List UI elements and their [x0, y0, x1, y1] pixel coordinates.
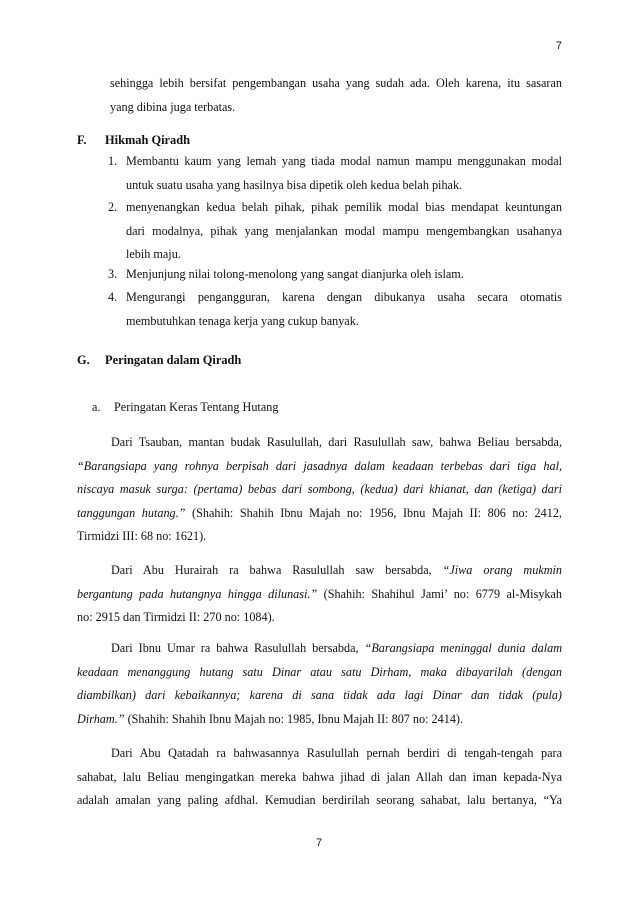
text-line: Tirmidzi III: 68 no: 1621).	[77, 529, 207, 543]
section-letter: F.	[77, 133, 87, 147]
text-line: Membantu kaum yang lemah yang tiada modal namun mampu menggunakan modal	[126, 154, 562, 168]
continuation-paragraph	[110, 72, 562, 119]
page-number-bottom: 7	[315, 837, 323, 849]
quote-text: “Jiwa orang mukmin	[442, 563, 562, 577]
list-item	[108, 196, 562, 267]
text-line	[77, 455, 562, 479]
text-line	[77, 637, 562, 661]
section-letter: G.	[77, 353, 90, 367]
subsection-letter: a.	[92, 400, 101, 414]
text-line: sehingga lebih bersifat pengembangan usaha yang sudah ada. Oleh karena, itu sasaran	[110, 76, 562, 90]
text-line: membutuhkan tenaga kerja yang cukup banyak.	[126, 313, 359, 328]
text-line	[77, 684, 562, 708]
text-line: sahabat, lalu Beliau mengingatkan mereka bahwa jihad di jalan Allah dan iman kepada-Nya	[77, 769, 562, 784]
text-line: menyenangkan kedua belah pihak, pihak pemilik modal bias mendapat keuntungan	[126, 200, 562, 214]
text-line	[77, 583, 562, 607]
subsection-heading	[92, 396, 492, 420]
list-number: 1.	[108, 154, 118, 168]
citation-text: (Shahih: Shahih Ibnu Majah no: 1985, Ibnu Majah II: 807 no: 2414).	[124, 711, 464, 726]
quote-text: “Barangsiapa yang rohnya berpisah dari jasadnya dalam keadaan terbebas dari tiga hal,	[77, 458, 562, 473]
text-line: Mengurangi pengangguran, karena dengan dibukanya usaha secara otomatis	[126, 290, 562, 304]
subsection-title: Peringatan Keras Tentang Hutang	[114, 400, 279, 414]
text-span: Dari Tsauban, mantan budak Rasulullah, dari Rasulullah saw, bahwa Beliau bersabda,	[111, 435, 562, 449]
text-line: no: 2915 dan Tirmidzi II: 270 no: 1084).	[77, 610, 275, 624]
text-line	[77, 742, 562, 766]
list-number: 4.	[108, 290, 118, 304]
list-item	[108, 263, 562, 287]
section-title: Hikmah Qiradh	[105, 133, 191, 147]
list-number: 2.	[108, 200, 118, 214]
list-item	[108, 150, 562, 197]
text-line: Menjunjung nilai tolong-menolong yang sangat dianjurka oleh islam.	[126, 267, 464, 281]
citation-text: (Shahih: Shahihul Jami’ no: 6779 al-Misykah	[317, 586, 562, 601]
paragraph-tsauban	[77, 431, 562, 549]
text-line: yang dibina juga terbatas.	[110, 99, 236, 114]
text-span: Dari Ibnu Umar ra bahwa Rasulullah bersabda,	[111, 641, 365, 655]
paragraph-abu-hurairah	[77, 559, 562, 630]
citation-text: (Shahih: Shahih Ibnu Majah no: 1956, Ibnu Majah II: 806 no: 2412,	[185, 505, 562, 520]
quote-text: keadaan menanggung hutang satu Dinar atau satu Dirham, maka dibayarilah (dengan	[77, 664, 562, 679]
paragraph-abu-qatadah	[77, 742, 562, 813]
quote-text: Dirham.”	[77, 711, 125, 726]
section-heading-g	[77, 353, 241, 368]
quote-text: niscaya masuk surga: (pertama) bebas dari sombong, (kedua) dari khianat, dan (ketiga) dari	[77, 482, 562, 496]
list-number: 3.	[108, 267, 118, 281]
text-line	[77, 661, 562, 685]
page-number-top: 7	[555, 40, 562, 52]
list-item	[108, 286, 562, 333]
text-line: adalah amalan yang paling afdhal. Kemudian berdirilah seorang sahabat, lalu bertanya, “Ya	[77, 793, 562, 807]
text-line	[77, 502, 562, 526]
text-line	[77, 478, 562, 502]
text-line	[77, 431, 562, 455]
quote-text: diambilkan) dari kebaikannya; karena di sana tidak ada lagi Dinar dan tidak (pula)	[77, 688, 562, 702]
section-heading-f	[77, 133, 190, 148]
quote-text: bergantung pada hutangnya hingga dilunasi.”	[77, 586, 318, 601]
paragraph-ibnu-umar	[77, 637, 562, 731]
quote-text: “Barangsiapa meninggal dunia dalam	[364, 641, 562, 655]
text-span: Dari Abu Qatadah ra bahwasannya Rasulullah pernah berdiri di tengah-tengah para	[111, 746, 562, 760]
text-line	[77, 559, 562, 583]
text-line: dari modalnya, pihak yang menjalankan modal mampu mengembangkan usahanya	[126, 223, 562, 238]
text-line: lebih maju.	[126, 247, 181, 261]
text-line	[77, 708, 562, 732]
text-span: Dari Abu Hurairah ra bahwa Rasulullah saw bersabda,	[111, 563, 443, 577]
section-title: Peringatan dalam Qiradh	[105, 353, 242, 367]
quote-text: tanggungan hutang.”	[77, 505, 186, 520]
text-line: untuk suatu usaha yang hasilnya bisa dipetik oleh kedua belah pihak.	[126, 177, 463, 192]
